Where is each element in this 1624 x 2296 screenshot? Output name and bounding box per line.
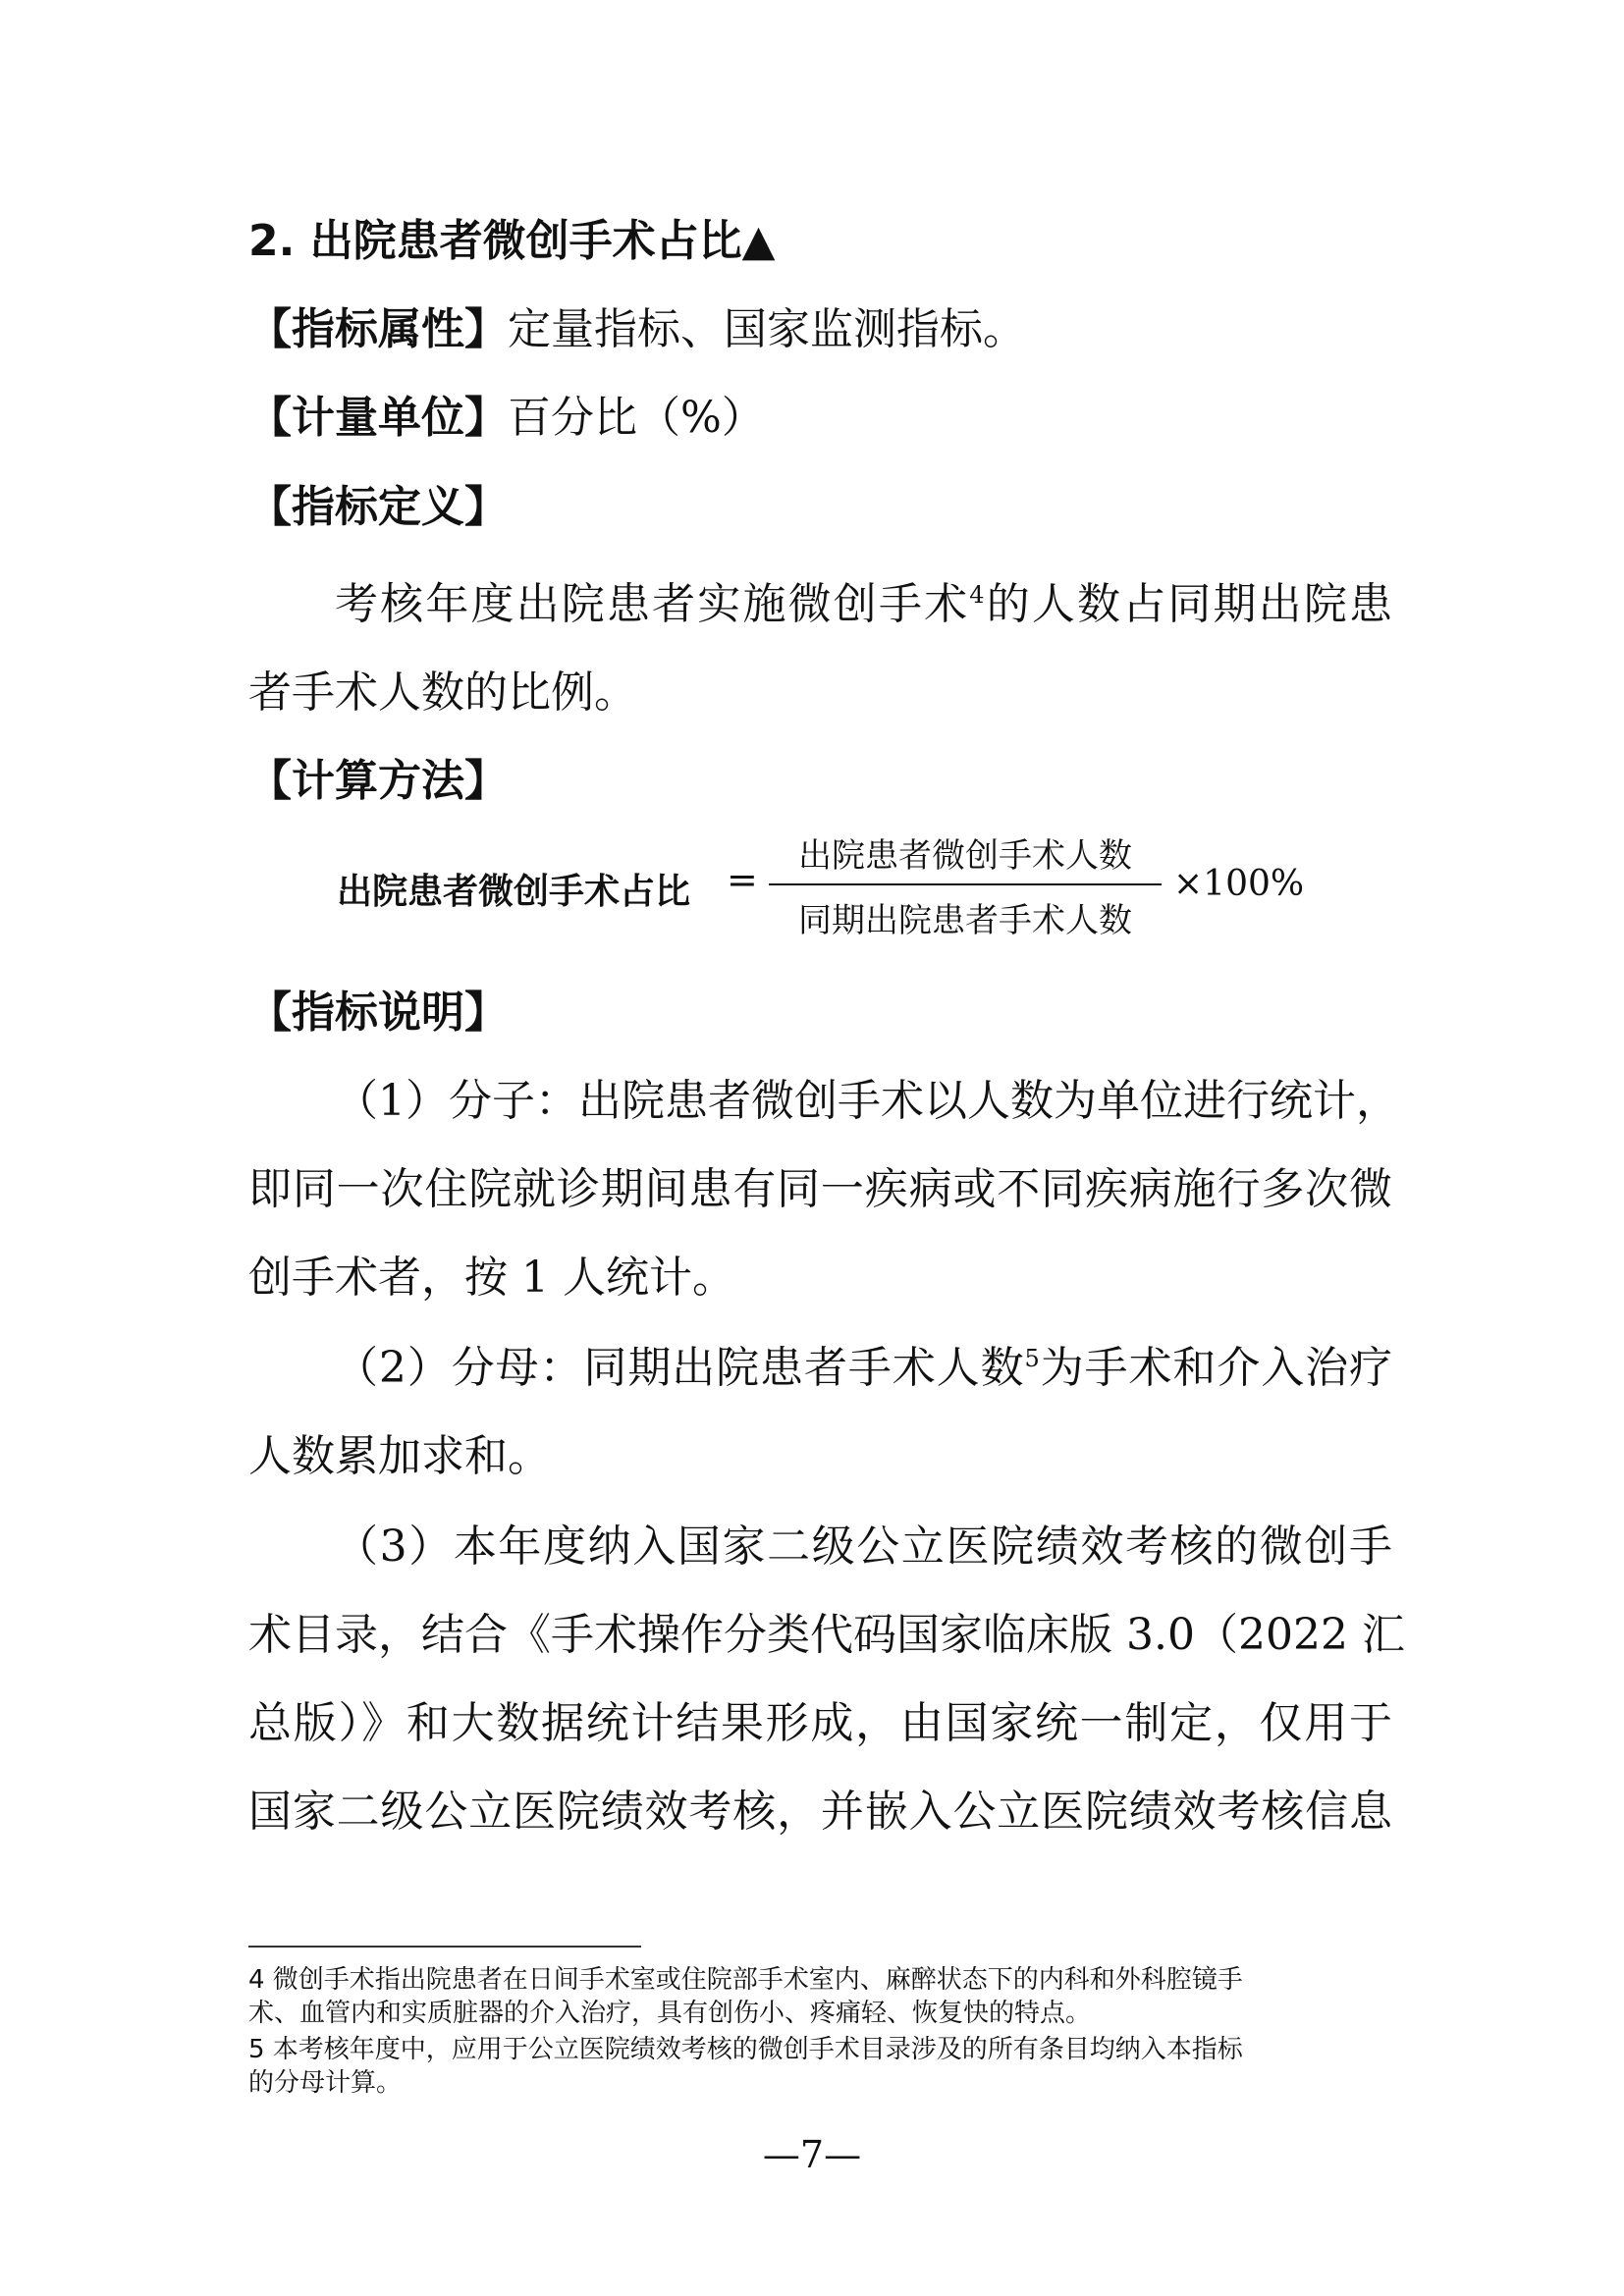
note-1-line-3: 创手术者，按 1 人统计。: [248, 1253, 735, 1303]
note-3-line-1: （3）本年度纳入国家二级公立医院绩效考核的微创手: [335, 1522, 1392, 1572]
formula-numerator: 出院患者微创手术人数: [798, 836, 1132, 876]
note-2-line-2: 人数累加求和。: [248, 1431, 551, 1481]
note-2-text-a: （2）分母：同期出院患者手术人数: [335, 1343, 1025, 1393]
definition-line-1: [335, 575, 1392, 634]
footnote-5-line-1: 5 本考核年度中，应用于公立医院绩效考核的微创手术目录涉及的所有条目均纳入本指标: [248, 2035, 1243, 2064]
definition-label: 【指标定义】: [248, 482, 508, 532]
footnote-5-line-2: 的分母计算。: [248, 2068, 403, 2098]
attribute-value: 定量指标、国家监测指标。: [508, 304, 1026, 354]
unit-value: 百分比（%）: [508, 393, 765, 443]
section-heading: 2. 出院患者微创手术占比▲: [248, 216, 776, 266]
formula-denominator: 同期出院患者手术人数: [798, 901, 1132, 940]
calculation-formula: [337, 825, 1319, 942]
formula-multiplier: ×100%: [1173, 864, 1305, 904]
note-3-line-4: 国家二级公立医院绩效考核，并嵌入公立医院绩效考核信息: [248, 1787, 1392, 1837]
footnote-ref-4: 4: [969, 581, 985, 609]
footnote-4-line-2: 术、血管内和实质脏器的介入治疗，具有创伤小、疼痛轻、恢复快的特点。: [248, 1999, 1092, 2028]
note-2-line-1: [335, 1339, 1392, 1398]
fraction-bar: [769, 883, 1162, 885]
measurement-unit: [248, 389, 765, 448]
note-1-line-1: （1）分子：出院患者微创手术以人数为单位进行统计，: [335, 1076, 1399, 1126]
page-number: —7—: [762, 2133, 862, 2176]
footnote-separator: [248, 1946, 641, 1948]
method-label: 【计算方法】: [248, 756, 508, 806]
note-3-line-3: 总版）》和大数据统计结果形成，由国家统一制定，仅用于: [248, 1698, 1392, 1748]
attribute-label: 【指标属性】: [248, 304, 508, 354]
definition-text-b: 的人数占同期出院患: [984, 579, 1393, 629]
note-2-text-b: 为手术和介入治疗: [1039, 1343, 1393, 1393]
note-3-line-2: 术目录，结合《手术操作分类代码国家临床版 3.0（2022 汇: [248, 1610, 1405, 1660]
indicator-attribute: [248, 300, 1026, 359]
definition-line-2: 者手术人数的比例。: [248, 667, 637, 718]
formula-lhs: 出院患者微创手术占比: [337, 872, 691, 912]
note-1-line-2: 即同一次住院就诊期间患有同一疾病或不同疾病施行多次微: [248, 1164, 1392, 1214]
formula-equals: =: [727, 858, 758, 901]
unit-label: 【计量单位】: [248, 393, 508, 443]
notes-label: 【指标说明】: [248, 988, 508, 1038]
footnote-ref-5: 5: [1024, 1345, 1040, 1372]
footnote-4-line-1: 4 微创手术指出院患者在日间手术室或住院部手术室内、麻醉状态下的内科和外科腔镜手: [248, 1965, 1243, 1995]
definition-text-a: 考核年度出院患者实施微创手术: [335, 579, 970, 629]
